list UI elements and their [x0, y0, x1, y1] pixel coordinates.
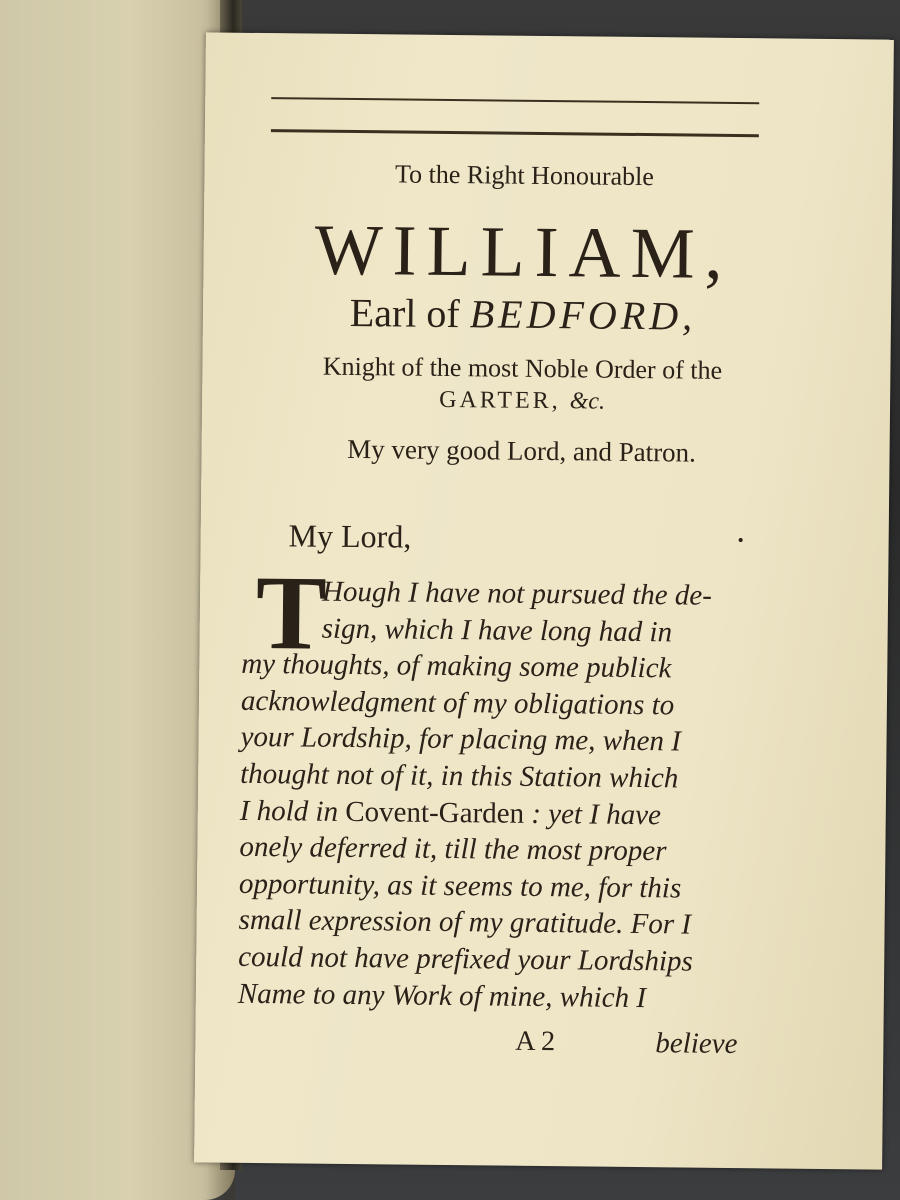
garter-etc: &c.: [569, 388, 606, 415]
drop-cap: T: [255, 553, 328, 672]
dedication-address: To the Right Honourable: [394, 159, 655, 192]
body-line: thought not of it, in this Station which: [240, 757, 679, 795]
earl-title: BEDFORD,: [469, 291, 697, 339]
knight-line: Knight of the most Noble Order of the: [322, 351, 723, 385]
body-fragment: I hold in: [239, 794, 339, 828]
body-text: [238, 573, 763, 1018]
body-line: my thoughts, of making some publick: [241, 648, 672, 685]
dedicatee-name: WILLIAM,: [314, 209, 734, 294]
garter-line: [202, 384, 842, 418]
place-name: Covent-Garden: [345, 795, 525, 830]
ink-speck: [739, 538, 743, 542]
body-line: onely deferred it, till the most proper: [239, 830, 667, 868]
body-line: acknowledgment of my obligations to: [240, 684, 675, 722]
body-line: small expression of my gratitude. For I: [238, 904, 692, 941]
catchword: believe: [655, 1027, 738, 1061]
patron-line: My very good Lord, and Patron.: [347, 433, 697, 468]
salutation: My Lord,: [288, 517, 412, 555]
body-line: Hough I have not pursued the de-: [321, 575, 713, 612]
body-line: could not have prefixed your Lordships: [238, 940, 693, 978]
body-fragment: : yet I have: [531, 797, 662, 831]
body-line: your Lordship, for placing me, when I: [240, 721, 682, 758]
body-line: Name to any Work of mine, which I: [237, 977, 647, 1014]
garter-word: GARTER,: [439, 386, 561, 415]
top-rule: [271, 97, 759, 104]
earl-prefix: Earl of: [349, 289, 461, 337]
earl-title-line: [203, 287, 843, 341]
double-rule: [271, 129, 759, 137]
body-line: sign, which I have long had in: [321, 612, 673, 648]
book-page: [194, 32, 894, 1169]
body-line: opportunity, as it seems to me, for this: [238, 867, 682, 905]
signature-mark: A 2: [515, 1025, 556, 1058]
body-line: [240, 792, 760, 834]
